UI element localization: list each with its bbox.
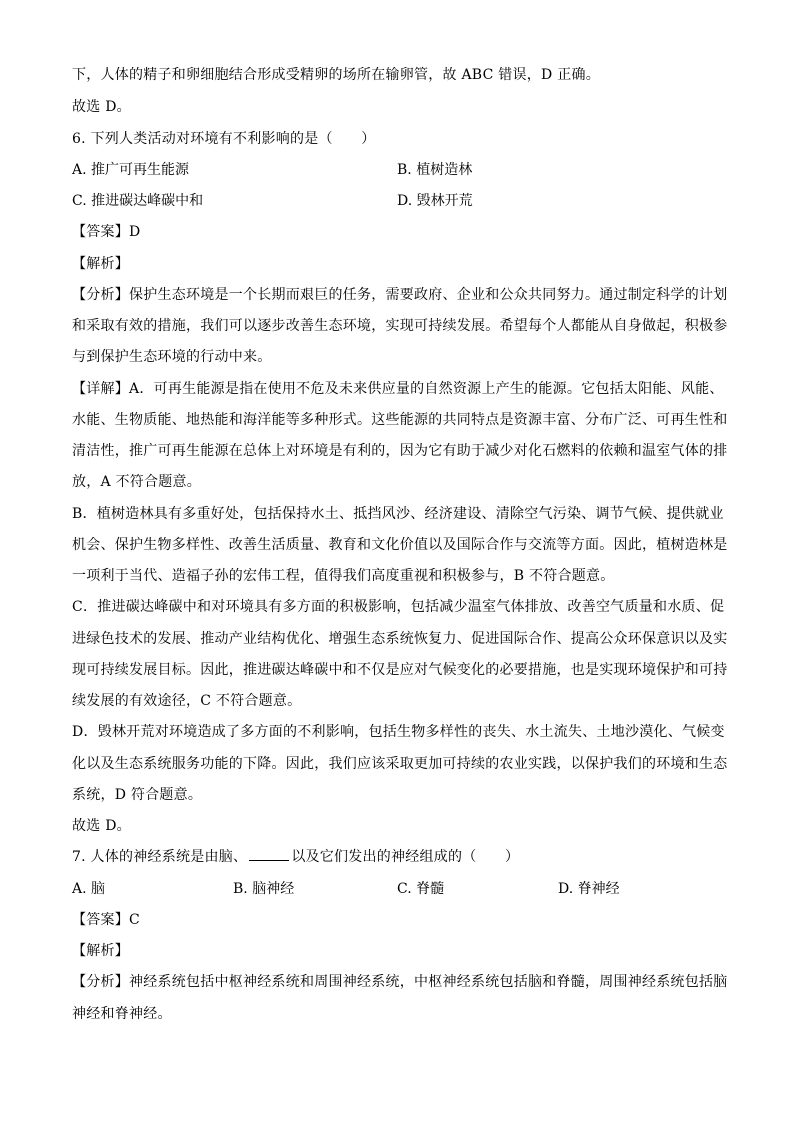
q6-detail-b-line: B．植树造林具有多重好处，包括保持水土、抵挡风沙、经济建设、清除空气污染、调节气候、提供就业 [72,506,724,522]
q6-conclusion: 故选 D。 [72,818,131,834]
q6-analysis-line: 和采取有效的措施，我们可以逐步改善生态环境，实现可持续发展。希望每个人都能从自身做起，积极参 [72,318,728,334]
q7-stem-start: 7. 人体的神经系统是由脑、 [72,849,248,865]
q6-answer: 【答案】D [72,224,141,240]
q7-option-c: C. 脊髓 [397,881,445,897]
q6-jiexi-label: 【解析】 [72,256,129,272]
q6-detail-d-line: 化以及生态系统服务功能的下降。因此，我们应该采取更加可持续的农业实践，以保护我们的环境和生态 [72,756,728,772]
q6-detail-b-line: 一项利于当代、造福子孙的宏伟工程，值得我们高度重视和积极参与，B 不符合题意。 [72,568,615,584]
q6-option-a: A. 推广可再生能源 [72,162,190,178]
q6-detail-c-line: 续发展的有效途径，C 不符合题意。 [72,693,302,709]
q7-analysis-line: 【分析】神经系统包括中枢神经系统和周围神经系统，中枢神经系统包括脑和脊髓，周围神经系统包括脑 [72,974,728,990]
q7-jiexi-label: 【解析】 [72,943,129,959]
q7-option-b: B. 脑神经 [233,881,295,897]
q6-analysis-line: 【分析】保护生态环境是一个长期而艰巨的任务，需要政府、企业和公众共同努力。通过制定科学的计划 [72,287,728,303]
q6-option-c: C. 推进碳达峰碳中和 [72,193,204,209]
q7-answer: 【答案】C [72,912,140,928]
conclusion-line: 故选 D。 [72,99,131,115]
q6-detail-a-line: 水能、生物质能、地热能和海洋能等多种形式。这些能源的共同特点是资源丰富、分布广泛、可再生性和 [72,412,728,428]
question-6-stem: 6. 下列人类活动对环境有不利影响的是（ ） [72,131,376,147]
q6-option-d: D. 毁林开荒 [397,193,473,209]
q6-detail-b-line: 机会、保护生物多样性、改善生活质量、教育和文化价值以及国际合作与交流等方面。因此，植树造林是 [72,537,728,553]
q6-detail-d-line: 系统，D 符合题意。 [72,787,203,803]
q6-detail-a-line: 清洁性，推广可再生能源在总体上对环境是有利的，因为它有助于减少对化石燃料的依赖和温室气体的排 [72,443,728,459]
question-7-stem [72,848,519,866]
q6-detail-c-line: C．推进碳达峰碳中和对环境具有多方面的积极影响，包括减少温室气体排放、改善空气质量和水质、促 [72,599,725,615]
q6-detail-c-line: 现可持续发展目标。因此，推进碳达峰碳中和不仅是应对气候变化的必要措施，也是实现环境保护和可持 [72,662,728,678]
q7-option-d: D. 脊神经 [558,881,620,897]
q6-option-b: B. 植树造林 [397,162,473,178]
q6-detail-a-line: 【详解】A．可再生能源是指在使用不危及未来供应量的自然资源上产生的能源。它包括太阳能、风能、 [72,381,724,397]
q6-detail-d-line: D．毁林开荒对环境造成了多方面的不利影响，包括生物多样性的丧失、水土流失、土地沙漠化、气候变 [72,724,725,740]
q7-option-a: A. 脑 [72,881,106,897]
q7-analysis-line: 神经和脊神经。 [72,1006,172,1022]
q7-stem-end: 以及它们发出的神经组成的（ ） [291,849,520,865]
q6-detail-c-line: 进绿色技术的发展、推动产业结构优化、增强生态系统恢复力、促进国际合作、提高公众环保意识以及实 [72,631,728,647]
q6-detail-a-line: 放，A 不符合题意。 [72,474,202,490]
answer-blank [249,848,289,861]
q6-analysis-line: 与到保护生态环境的行动中来。 [72,349,272,365]
text-line: 下，人体的精子和卵细胞结合形成受精卵的场所在输卵管，故 ABC 错误，D 正确。 [72,67,600,83]
